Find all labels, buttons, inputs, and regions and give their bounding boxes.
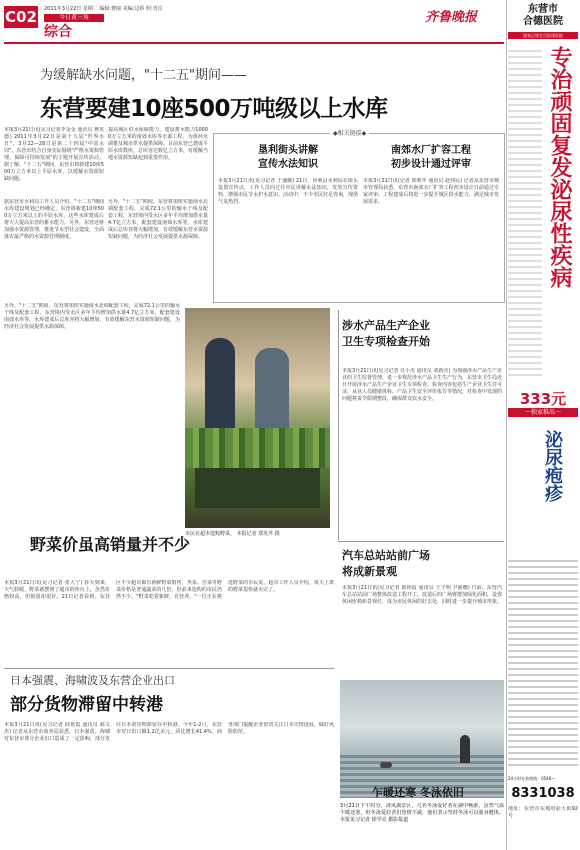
lead-headline: 东营要建10座500万吨级以上水库 bbox=[40, 96, 388, 122]
bus-body: 本报3月21日讯(见习记者 邱艳霞 通讯员 王子明 尹丽娜) 日前，东营汽车总站站前广场整体改造工程开工。改造后的广场将增加绿化面积，设置休闲座椅和景观灯，成为市民休闲的好去处，同时进一步提升城市形象。 bbox=[342, 585, 502, 605]
hospital-name: 东营市 合德医院 bbox=[523, 4, 563, 27]
box-left-body: 本报3月21日讯(见习记者 王盛娥) 21日，垦利县水利局在街头设置宣传点，工作人员向过往市民讲解水法知识，发放宣传资料，增强市民节水护水意识。活动中，不少市民驻足咨询，现场气氛热烈。 bbox=[218, 178, 358, 205]
export-headline: 部分货物滞留中转港 bbox=[10, 695, 163, 715]
ad-filler bbox=[508, 50, 542, 380]
ad-hotline: 8331038 bbox=[511, 786, 575, 801]
lead-body-col2: 据东营市水利局工作人员介绍，"十二五"期间水库建设规划已经确定，东营将新建10座500万立方米以上的平原水库，这些水库建成后将大大提高东营的蓄水能力。另外，东营还将加强水资源管理，推进节水型社会建设，全面落实最严格的水资源管理制度。 bbox=[4, 199, 104, 240]
lead-body-col3: 提高城区供水保障能力，建设蓄水能力10000万立方米的南郊水库等水源工程，为黄河水调蓄及城市供水提供保障。目前东营已建成平原水库数座，总库容达数亿立方米，对缓解当地水资源短缺起到重要作用。 bbox=[108, 127, 208, 161]
lead-body-cont: 另外，"十二五"期间，东营将加快实施南水北调配套工程，完成72.1公里的输水干线及配套工程，东营境内受水区多年平均增加供水量4.7亿立方米，配套建设南郊水库等，水库建成后总库容将大幅增加，有效缓解东营水资源短缺问题，为经济社会发展提供水源保障。 bbox=[4, 303, 180, 330]
export-kicker: 日本强震、海啸波及东营企业出口 bbox=[10, 674, 175, 687]
box-right-body: 本报3月21日讯(记者 郑莉芹 通讯员 赵伟民) 记者从东营市城市管理局获悉，东营市南郊水厂扩容工程初步设计日前通过专家评审。工程建成后将进一步提升城区供水能力，满足城市发展需求。 bbox=[363, 178, 499, 205]
swim-photo-caption: 3月21日下午时分，清风湖景区，几名冬泳爱好者在湖中畅游。虽然气温乍暖还寒，但冬泳爱好者们热情不减，他们表示坚持冬泳可以强身健体。 本报见习记者 徐学亮 摄影报道 bbox=[340, 803, 504, 823]
vegetable-photo bbox=[185, 308, 330, 528]
ad-text-block bbox=[508, 560, 578, 770]
swim-photo bbox=[340, 680, 504, 798]
veg-headline: 野菜价虽高销量并不少 bbox=[30, 535, 191, 554]
ad-price: 333元 bbox=[519, 390, 567, 408]
veg-body: 本报3月21日讯(见习记者 张大宁) 春天到来，天气转暖，野菜就摆到了超市的柜台上，虽然价格较高，但销量却很好。21日记者看到，东营区不少超市都有新鲜野菜销售，荠菜、苦菜等野菜价格是普通蔬菜的几倍，但前来选购的市民仍然不少。"野菜吃着新鲜，有营养。"一位正在挑选野菜的市民说。超市工作人员介绍，每天上架的野菜很快就卖完了。 bbox=[4, 580, 334, 600]
ad-hotline-label: 24小时专家热线：0546— bbox=[508, 776, 556, 781]
hospital-sub: 国家正规定点医保医院 bbox=[508, 32, 578, 39]
ad-feature: 泌尿疱疹 bbox=[542, 430, 563, 502]
box-left-title: 垦利街头讲解 宣传水法知识 bbox=[258, 145, 318, 170]
lead-kicker: 为缓解缺水问题，"十二五"期间—— bbox=[40, 68, 247, 83]
channel-tag: 今日黄三角 bbox=[44, 14, 104, 22]
page-code: C02 bbox=[5, 8, 37, 26]
aquatic-body: 本报3月21日讯(见习记者 任小杰 通讯员 刘新亮) 为加强涉水产品生产企业的卫生监督管理，进一步规范涉水产品卫生生产行为，东营市卫生局近日开展涉水产品生产企业卫生专项检查。检查内容包括生产企业卫生许可证、从业人员健康体检、产品卫生安全评价报告等情况，对检查中发现的问题将责令限期整改，确保群众饮水安全。 bbox=[342, 368, 502, 402]
brand-logo: 齐鲁晚报 bbox=[425, 10, 478, 25]
ad-address: 地址：东营市东城府前大街92号 bbox=[508, 806, 578, 819]
box-right-title: 南郊水厂扩容工程 初步设计通过评审 bbox=[391, 145, 471, 170]
ad-slogan: 专治顽固复发泌尿性疾病 bbox=[547, 46, 572, 288]
bus-headline: 汽车总站站前广场 将成新景观 bbox=[342, 549, 430, 578]
ad-price-note: 一独家推出一 bbox=[508, 408, 578, 417]
aquatic-headline: 涉水产品生产企业 卫生专项检查开始 bbox=[342, 319, 430, 348]
lead-body-col4: 另外，"十二五"期间，东营将加快实施南水北调配套工程，完成72.1公里的输水干线及配套工程，东营境内受水区多年平均增加供水量4.7亿立方米，配套建设南郊水库等，水库建成后总库容将大幅增加，有效缓解东营水资源短缺问题，为经济社会发展提供水源保障。 bbox=[108, 199, 208, 240]
date-line: 2011年3月22日 星期二 编辑:曹丽 美编:边娇 照:青岳 bbox=[44, 6, 163, 12]
related-label: ◆相关链接◆ bbox=[330, 128, 369, 137]
swim-photo-title: 乍暖还寒 冬泳依旧 bbox=[372, 786, 464, 799]
section-name: 综合 bbox=[44, 24, 72, 40]
vegetable-photo-caption: 市民在超市选购野菜。 本报记者 郑发芹 摄 bbox=[185, 531, 280, 537]
lead-body-col1: 本报3月21日讯(见习记者李金金 通讯员 燕英德) 2011年3月22日是第十九届"世界水日"，3月22—28日是第二十四届"中国水周"。东营市结合自身实际围绕"严格水资源管理，保障可持续发展"的主题开展宣传活动。据了解，"十二五"期间，东营市将新建10座500万立方米以上平原水库，以缓解水资源短缺问题。 bbox=[4, 127, 104, 182]
export-body: 本报3月21日讯(见习记者 邱艳霞 通讯员 郝文杰) 记者从东营市商务局获悉，日本强震、海啸对东营市部分企业出口造成了一定影响，部分发往日本的货物滞留在中转港。今年1-2月，东营市对日出口额1.2亿美元，同比增长41.4%。商务部门提醒企业密切关注日本灾情进展，做好风险防范。 bbox=[4, 722, 334, 742]
